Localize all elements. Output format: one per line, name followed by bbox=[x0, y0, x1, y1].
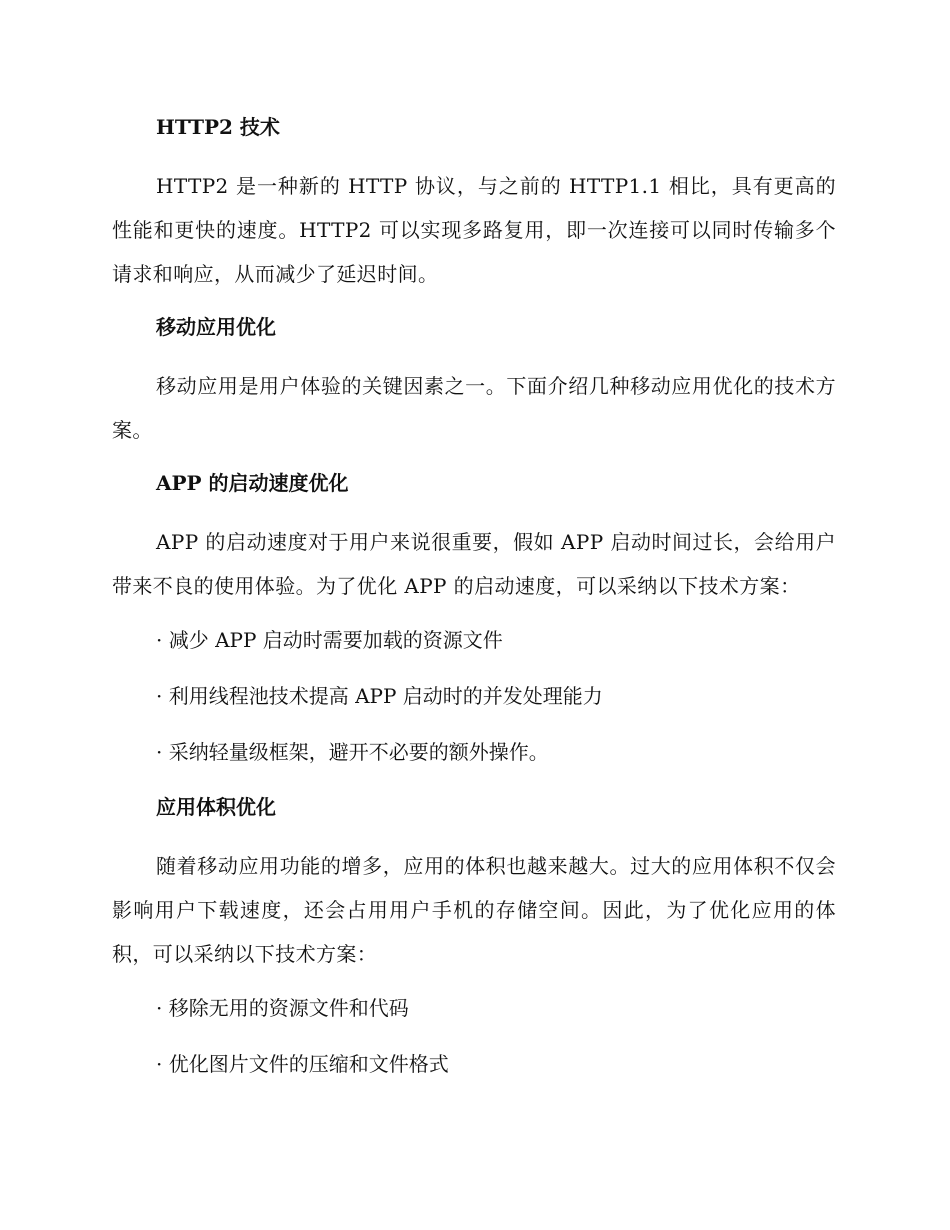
section-heading-mobile-optimization: 移动应用优化 bbox=[156, 315, 276, 339]
section-paragraph-app-startup: APP 的启动速度对于用户来说很重要，假如 APP 启动时间过长，会给用户带来不良的使用体验。为了优化 APP 的启动速度，可以采纳以下技术方案： bbox=[112, 530, 836, 598]
list-item: · 采纳轻量级框架，避开不必要的额外操作。 bbox=[156, 740, 549, 764]
list-item: · 优化图片文件的压缩和文件格式 bbox=[156, 1052, 449, 1076]
list-item: · 减少 APP 启动时需要加载的资源文件 bbox=[156, 628, 503, 652]
list-item: · 利用线程池技术提高 APP 启动时的并发处理能力 bbox=[156, 684, 603, 708]
section-heading-app-size: 应用体积优化 bbox=[156, 795, 276, 819]
section-paragraph-mobile-optimization: 移动应用是用户体验的关键因素之一。下面介绍几种移动应用优化的技术方案。 bbox=[112, 374, 836, 442]
section-heading-app-startup: APP 的启动速度优化 bbox=[156, 471, 349, 495]
section-paragraph-http2: HTTP2 是一种新的 HTTP 协议，与之前的 HTTP1.1 相比，具有更高的性能和更快的速度。HTTP2 可以实现多路复用，即一次连接可以同时传输多个请求和响应，从而减少了延迟时间。 bbox=[112, 174, 836, 286]
section-heading-http2: HTTP2 技术 bbox=[156, 115, 280, 139]
section-paragraph-app-size: 随着移动应用功能的增多，应用的体积也越来越大。过大的应用体积不仅会影响用户下载速度，还会占用用户手机的存储空间。因此，为了优化应用的体积，可以采纳以下技术方案： bbox=[112, 854, 836, 966]
document-body bbox=[112, 108, 836, 1100]
list-item: · 移除无用的资源文件和代码 bbox=[156, 996, 409, 1020]
